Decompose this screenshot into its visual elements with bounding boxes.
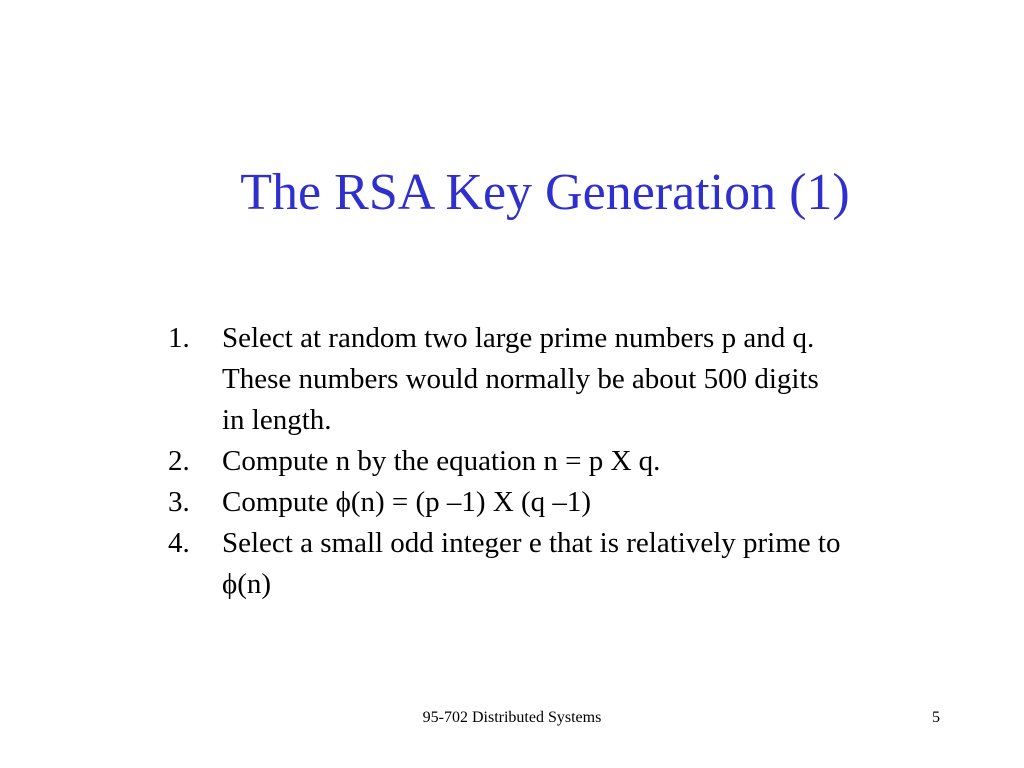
list-item	[168, 318, 968, 441]
list-item-line: Compute ϕ(n) = (p –1) X (q –1)	[222, 486, 592, 518]
list-item-line: Select a small odd integer e that is relatively prime to	[222, 527, 841, 559]
list-item-line: These numbers would normally be about 500 digits	[222, 363, 819, 395]
list-item	[168, 523, 968, 605]
slide-title: The RSA Key Generation (1)	[240, 164, 850, 221]
page-number: 5	[932, 709, 940, 726]
list-item-line: Compute n by the equation n = p X q.	[222, 445, 661, 477]
list-item	[168, 441, 968, 482]
numbered-list	[168, 318, 968, 605]
list-item-line: Select at random two large prime numbers p and q.	[222, 322, 815, 354]
list-item-number: 3.	[168, 486, 190, 518]
list-item-line: in length.	[222, 404, 332, 436]
list-item	[168, 482, 968, 523]
list-item-number: 1.	[168, 322, 190, 354]
list-item-number: 2.	[168, 445, 190, 477]
list-item-line: ϕ(n)	[222, 568, 272, 600]
footer-course: 95-702 Distributed Systems	[422, 709, 602, 726]
list-item-number: 4.	[168, 527, 190, 559]
